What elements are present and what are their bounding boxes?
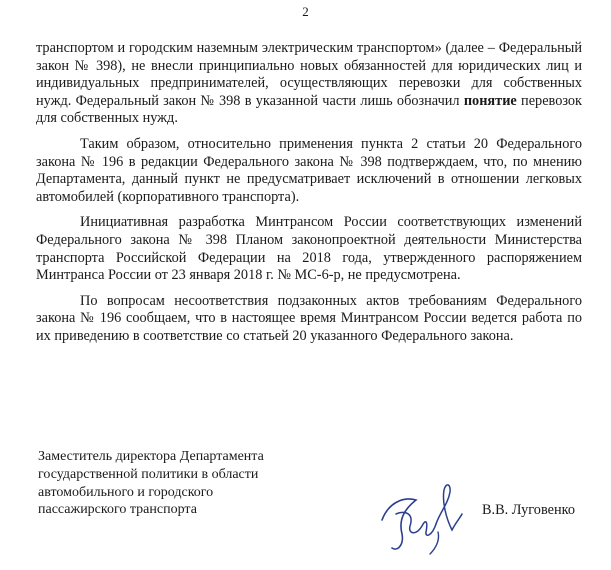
position-line: Заместитель директора Департамента <box>38 449 264 464</box>
paragraph-2: Таким образом, относительно применения пункта 2 статьи 20 Федерального закона № 196 в редакции Федерального закона № 398 подтверждаем, что, по мнению Департамента, данный пункт не предусматривает исключений в отношении легковых автомобилей (корпоративного транспорта). <box>36 135 582 205</box>
handwritten-signature <box>376 474 476 560</box>
signer-name: В.В. Луговенко <box>482 502 575 518</box>
signatory-position <box>38 448 264 519</box>
letter-body <box>36 40 582 354</box>
page-number: 2 <box>302 4 309 19</box>
position-line: пассажирского транспорта <box>38 502 197 518</box>
paragraph-1: транспортом и городским наземным электрическим транспортом» (далее – Федеральный закон № 398), не внесли принципиально новых обязанностей для юридических лиц и индивидуальных предпринимателей, осуществляющих перевозки для собственных нужд. Федеральный закон № 398 в указанной части лишь обозначил понятие перевозок для собственных нужд. <box>36 40 582 127</box>
bold-term: понятие <box>463 92 517 109</box>
paragraph-4: По вопросам несоответствия подзаконных актов требованиям Федерального закона № 196 сообщаем, что в настоящее время Минтрансом России ведется работа по их приведению в соответствие со статьей 20 указанного Федерального закона. <box>36 292 582 344</box>
paragraph-3: Инициативная разработка Минтрансом России соответствующих изменений Федерального закона № 398 Планом законопроектной деятельности Министерства транспорта Российской Федерации на 2018 года, утвержденного распоряжением Минтранса России от 23 января 2018 г. № МС-6-р, не предусмотрена. <box>36 214 582 284</box>
position-line: государственной политики в области <box>38 466 259 482</box>
position-line: автомобильного и городского <box>38 484 214 500</box>
